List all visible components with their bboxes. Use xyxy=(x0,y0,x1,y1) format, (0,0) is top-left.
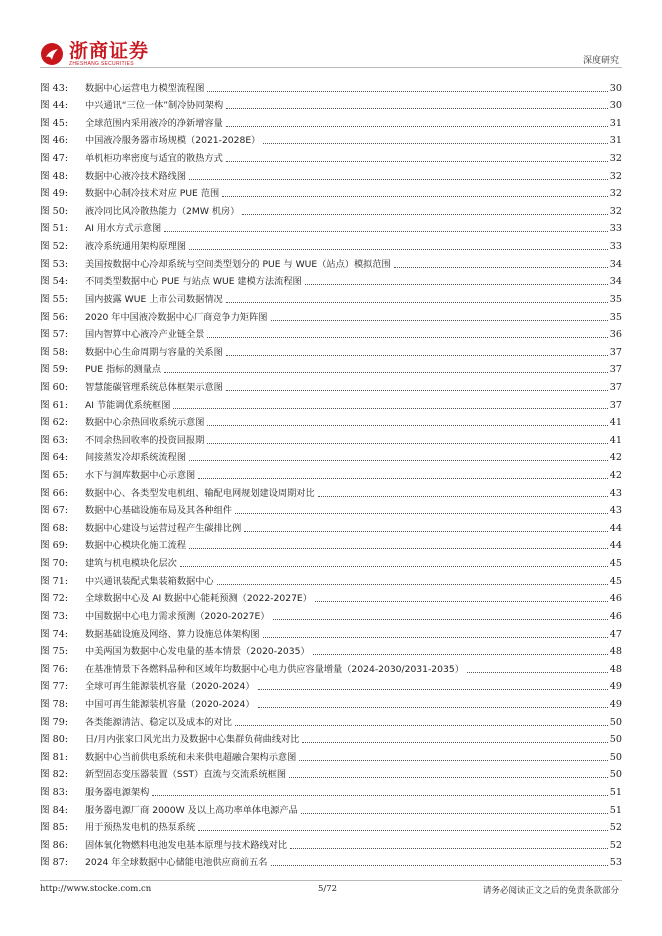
figure-number: 图 70: xyxy=(40,558,69,570)
figure-number: 图 58: xyxy=(40,346,69,358)
figure-number: 图 45: xyxy=(40,117,69,129)
page-ref: 48 xyxy=(609,663,622,675)
dot-leader xyxy=(302,742,607,743)
figure-number: 图 86: xyxy=(40,839,69,851)
page-ref: 32 xyxy=(609,170,622,182)
figure-title: 智慧能碳管理系统总体框架示意图 xyxy=(85,381,223,393)
page-ref: 42 xyxy=(609,470,622,482)
page-ref: 50 xyxy=(609,769,622,781)
toc-row[interactable] xyxy=(40,324,622,342)
figure-title: 2024 年全球数据中心储能电池供应商前五名 xyxy=(85,857,268,869)
dot-leader xyxy=(263,143,607,144)
toc-row[interactable] xyxy=(40,412,622,430)
figure-title: 服务器电源架构 xyxy=(85,786,150,798)
page-ref: 30 xyxy=(609,100,622,112)
figure-list xyxy=(40,77,622,869)
figure-number: 图 50: xyxy=(40,205,69,217)
figure-number: 图 78: xyxy=(40,698,69,710)
figure-number: 图 77: xyxy=(40,681,69,693)
figure-number: 图 47: xyxy=(40,153,69,165)
page-ref: 49 xyxy=(609,698,622,710)
toc-row[interactable] xyxy=(40,676,622,694)
dot-leader xyxy=(189,249,608,250)
toc-row[interactable] xyxy=(40,482,622,500)
figure-title: 数据中心生命周期与容量的关系图 xyxy=(85,346,223,358)
figure-title: 数据中心、各类型发电机组、输配电网规划建设周期对比 xyxy=(85,487,315,499)
toc-row[interactable] xyxy=(40,429,622,447)
page-ref: 34 xyxy=(609,276,622,288)
toc-row[interactable] xyxy=(40,271,622,289)
dot-leader xyxy=(164,231,608,232)
toc-row[interactable] xyxy=(40,517,622,535)
dot-leader xyxy=(271,865,608,866)
toc-row[interactable] xyxy=(40,447,622,465)
figure-number: 图 76: xyxy=(40,663,69,675)
page-ref: 35 xyxy=(609,293,622,305)
toc-row[interactable] xyxy=(40,799,622,817)
toc-row[interactable] xyxy=(40,570,622,588)
figure-number: 图 75: xyxy=(40,646,69,658)
figure-title: 数据中心制冷技术对应 PUE 范围 xyxy=(85,188,220,200)
page-ref: 44 xyxy=(609,540,622,552)
dot-leader xyxy=(273,619,608,620)
toc-row[interactable] xyxy=(40,306,622,324)
figure-number: 图 56: xyxy=(40,311,69,323)
toc-row[interactable] xyxy=(40,852,622,870)
toc-row[interactable] xyxy=(40,394,622,412)
toc-row[interactable] xyxy=(40,112,622,130)
figure-number: 图 64: xyxy=(40,452,69,464)
dot-leader xyxy=(313,654,608,655)
figure-number: 图 72: xyxy=(40,593,69,605)
dot-leader xyxy=(226,390,608,391)
page-ref: 46 xyxy=(609,593,622,605)
figure-title: AI 用水方式示意图 xyxy=(85,223,162,235)
figure-number: 图 53: xyxy=(40,258,69,270)
dot-leader xyxy=(235,513,608,514)
header-divider xyxy=(40,67,622,68)
dot-leader xyxy=(271,320,608,321)
figure-title: 美国按数据中心冷却系统与空间类型划分的 PUE 与 WUE（站点）模拟范围 xyxy=(85,258,391,270)
toc-row[interactable] xyxy=(40,834,622,852)
dot-leader xyxy=(315,601,608,602)
figure-number: 图 62: xyxy=(40,417,69,429)
page-ref: 50 xyxy=(609,716,622,728)
figure-number: 图 84: xyxy=(40,804,69,816)
figure-title: 日/月内张家口风光出力及数据中心集群负荷曲线对比 xyxy=(85,734,300,746)
figure-number: 图 87: xyxy=(40,857,69,869)
figure-title: 2020 年中国液冷数据中心厂商竞争力矩阵图 xyxy=(85,311,268,323)
figure-number: 图 71: xyxy=(40,575,69,587)
toc-row[interactable] xyxy=(40,500,622,518)
page-ref: 32 xyxy=(609,205,622,217)
toc-row[interactable] xyxy=(40,147,622,165)
figure-number: 图 65: xyxy=(40,470,69,482)
toc-row[interactable] xyxy=(40,746,622,764)
figure-number: 图 57: xyxy=(40,329,69,341)
figure-title: 固体氧化物燃料电池发电基本原理与技术路线对比 xyxy=(85,839,288,851)
page-ref: 49 xyxy=(609,681,622,693)
footer-divider xyxy=(40,880,622,881)
dot-leader xyxy=(258,707,608,708)
figure-title: 数据中心运营电力模型流程图 xyxy=(85,82,205,94)
figure-title: 全球数据中心及 AI 数据中心能耗预测（2022-2027E） xyxy=(85,593,312,605)
page-ref: 41 xyxy=(609,434,622,446)
dot-leader xyxy=(198,478,608,479)
dot-leader xyxy=(189,548,608,549)
figure-title: 水下与洞库数据中心示意图 xyxy=(85,470,196,482)
page-ref: 50 xyxy=(609,734,622,746)
figure-title: 新型固态变压器装置（SST）直流与交流系统框图 xyxy=(85,769,287,781)
dot-leader xyxy=(318,496,608,497)
page-ref: 51 xyxy=(609,786,622,798)
figure-number: 图 83: xyxy=(40,786,69,798)
dot-leader xyxy=(467,672,608,673)
toc-row[interactable] xyxy=(40,658,622,676)
toc-row[interactable] xyxy=(40,359,622,377)
dot-leader xyxy=(217,584,608,585)
figure-title: AI 节能调优系统框图 xyxy=(85,399,171,411)
toc-row[interactable] xyxy=(40,781,622,799)
figure-number: 图 63: xyxy=(40,434,69,446)
page-ref: 52 xyxy=(609,822,622,834)
toc-row[interactable] xyxy=(40,288,622,306)
figure-title: 全球可再生能源装机容量（2020-2024） xyxy=(85,681,255,693)
dot-leader xyxy=(180,566,608,567)
figure-title: 中美两国为数据中心发电量的基本情景（2020-2035） xyxy=(85,646,310,658)
figure-title: 各类能源清洁、稳定以及成本的对比 xyxy=(85,716,232,728)
figure-title: PUE 指标的测量点 xyxy=(85,364,162,376)
toc-row[interactable] xyxy=(40,641,622,659)
figure-title: 数据中心基础设施布局及其各种组件 xyxy=(85,505,232,517)
page-ref: 33 xyxy=(609,241,622,253)
page-ref: 37 xyxy=(609,399,622,411)
page-ref: 43 xyxy=(609,505,622,517)
figure-title: 数据中心余热回收系统示意图 xyxy=(85,417,205,429)
figure-number: 图 82: xyxy=(40,769,69,781)
dot-leader xyxy=(207,443,607,444)
figure-title: 数据中心建设与运营过程产生碳排比例 xyxy=(85,522,242,534)
page-ref: 45 xyxy=(609,575,622,587)
dot-leader xyxy=(226,355,608,356)
figure-number: 图 73: xyxy=(40,610,69,622)
toc-row[interactable] xyxy=(40,235,622,253)
figure-number: 图 60: xyxy=(40,381,69,393)
figure-number: 图 52: xyxy=(40,241,69,253)
figure-title: 国内披露 WUE 上市公司数据情况 xyxy=(85,293,223,305)
toc-row[interactable] xyxy=(40,253,622,271)
dot-leader xyxy=(226,302,608,303)
page-ref: 48 xyxy=(609,646,622,658)
figure-number: 图 59: xyxy=(40,364,69,376)
dot-leader xyxy=(207,91,607,92)
dot-leader xyxy=(207,337,607,338)
page-ref: 42 xyxy=(609,452,622,464)
toc-row[interactable] xyxy=(40,605,622,623)
page-ref: 43 xyxy=(609,487,622,499)
figure-number: 图 80: xyxy=(40,734,69,746)
figure-title: 液冷同比风冷散热能力（2MW 机房） xyxy=(85,205,240,217)
toc-row[interactable] xyxy=(40,764,622,782)
page-ref: 52 xyxy=(609,839,622,851)
dot-leader xyxy=(242,214,607,215)
figure-title: 中兴通讯装配式集装箱数据中心 xyxy=(85,575,214,587)
logo-chinese-text: 浙商证券 xyxy=(69,40,150,62)
dot-leader xyxy=(164,372,608,373)
figure-number: 图 54: xyxy=(40,276,69,288)
page-footer xyxy=(0,880,662,910)
dot-leader xyxy=(207,425,607,426)
toc-row[interactable] xyxy=(40,130,622,148)
page-ref: 46 xyxy=(609,610,622,622)
footer-website-link[interactable]: http://www.stocke.com.cn xyxy=(40,884,152,894)
dot-leader xyxy=(235,725,608,726)
figure-title: 中国可再生能源装机容量（2020-2024） xyxy=(85,698,255,710)
page-ref: 53 xyxy=(609,857,622,869)
zheshang-logo-icon xyxy=(40,42,64,66)
toc-row[interactable] xyxy=(40,341,622,359)
dot-leader xyxy=(189,179,608,180)
figure-title: 不同类型数据中心 PUE 与站点 WUE 建模方法流程图 xyxy=(85,276,302,288)
dot-leader xyxy=(198,830,608,831)
report-type-label: 深度研究 xyxy=(582,56,619,66)
page-ref: 51 xyxy=(609,804,622,816)
page-ref: 32 xyxy=(609,188,622,200)
figure-title: 服务器电源厂商 2000W 及以上高功率单体电源产品 xyxy=(85,804,298,816)
figure-number: 图 44: xyxy=(40,100,69,112)
figure-title: 全球范围内采用液冷的净新增容量 xyxy=(85,117,223,129)
figure-title: 数据基础设施及网络、算力设施总体架构图 xyxy=(85,628,260,640)
page-ref: 35 xyxy=(609,311,622,323)
page-ref: 45 xyxy=(609,558,622,570)
figure-title: 在基准情景下各燃料品种和区域年均数据中心电力供应容量增量（2024-2030/2031-2035） xyxy=(85,663,464,675)
page-ref: 37 xyxy=(609,346,622,358)
dot-leader xyxy=(299,760,607,761)
figure-number: 图 48: xyxy=(40,170,69,182)
figure-number: 图 66: xyxy=(40,487,69,499)
dot-leader xyxy=(244,531,608,532)
logo-english-text: ZHESHANG SECURITIES xyxy=(69,61,134,67)
figure-title: 液冷系统通用架构原理图 xyxy=(85,241,187,253)
dot-leader xyxy=(189,460,608,461)
dot-leader xyxy=(394,267,608,268)
page-ref: 44 xyxy=(609,522,622,534)
toc-row[interactable] xyxy=(40,711,622,729)
page-ref: 36 xyxy=(609,329,622,341)
dot-leader xyxy=(289,777,608,778)
dot-leader xyxy=(305,284,608,285)
figure-number: 图 51: xyxy=(40,223,69,235)
figure-title: 国内智算中心液冷产业链全景 xyxy=(85,329,205,341)
toc-row[interactable] xyxy=(40,376,622,394)
figure-title: 单机柜功率密度与适宜的散热方式 xyxy=(85,153,223,165)
page-ref: 31 xyxy=(609,117,622,129)
toc-row[interactable] xyxy=(40,535,622,553)
figure-title: 建筑与机电模块化层次 xyxy=(85,558,177,570)
figure-title: 中国液冷服务器市场规模（2021-2028E） xyxy=(85,135,261,147)
page-ref: 33 xyxy=(609,223,622,235)
figure-number: 图 68: xyxy=(40,522,69,534)
brand-logo xyxy=(40,41,149,67)
figure-title: 不同余热回收率的投资回报期 xyxy=(85,434,205,446)
dot-leader xyxy=(226,108,608,109)
dot-leader xyxy=(263,637,608,638)
toc-row[interactable] xyxy=(40,464,622,482)
figure-number: 图 55: xyxy=(40,293,69,305)
toc-row[interactable] xyxy=(40,218,622,236)
figure-number: 图 43: xyxy=(40,82,69,94)
dot-leader xyxy=(290,848,608,849)
figure-number: 图 49: xyxy=(40,188,69,200)
toc-row[interactable] xyxy=(40,693,622,711)
figure-title: 数据中心模块化施工流程 xyxy=(85,540,187,552)
disclaimer-note: 请务必阅读正文之后的免责条款部分 xyxy=(482,886,619,896)
figure-number: 图 46: xyxy=(40,135,69,147)
figure-title: 数据中心液冷技术路线图 xyxy=(85,170,187,182)
figure-number: 图 74: xyxy=(40,628,69,640)
page-ref: 37 xyxy=(609,364,622,376)
dot-leader xyxy=(173,408,607,409)
dot-leader xyxy=(258,689,608,690)
dot-leader xyxy=(226,126,608,127)
toc-row[interactable] xyxy=(40,200,622,218)
toc-row[interactable] xyxy=(40,77,622,95)
page-ref: 32 xyxy=(609,153,622,165)
toc-row[interactable] xyxy=(40,817,622,835)
figure-title: 中国数据中心电力需求预测（2020-2027E） xyxy=(85,610,270,622)
figure-title: 用于预热发电机的热泵系统 xyxy=(85,822,196,834)
page-ref: 50 xyxy=(609,751,622,763)
toc-row[interactable] xyxy=(40,623,622,641)
page-header xyxy=(0,0,662,75)
toc-row[interactable] xyxy=(40,729,622,747)
dot-leader xyxy=(222,196,608,197)
page-ref: 31 xyxy=(609,135,622,147)
toc-row[interactable] xyxy=(40,552,622,570)
page-ref: 47 xyxy=(609,628,622,640)
figure-title: 数据中心当前供电系统和未来供电超融合架构示意图 xyxy=(85,751,297,763)
figure-number: 图 69: xyxy=(40,540,69,552)
toc-row[interactable] xyxy=(40,183,622,201)
figure-number: 图 79: xyxy=(40,716,69,728)
page-number: 5/72 xyxy=(318,884,338,894)
page-ref: 30 xyxy=(609,82,622,94)
dot-leader xyxy=(226,161,608,162)
figure-number: 图 81: xyxy=(40,751,69,763)
page-ref: 34 xyxy=(609,258,622,270)
page-ref: 37 xyxy=(609,381,622,393)
figure-number: 图 67: xyxy=(40,505,69,517)
figure-number: 图 85: xyxy=(40,822,69,834)
dot-leader xyxy=(301,813,608,814)
toc-row[interactable] xyxy=(40,165,622,183)
dot-leader xyxy=(152,795,607,796)
toc-row[interactable] xyxy=(40,95,622,113)
figure-title: 中兴通讯“三位一体”制冷协同架构 xyxy=(85,100,224,112)
toc-row[interactable] xyxy=(40,588,622,606)
page-ref: 41 xyxy=(609,417,622,429)
figure-number: 图 61: xyxy=(40,399,69,411)
figure-title: 间接蒸发冷却系统流程图 xyxy=(85,452,187,464)
